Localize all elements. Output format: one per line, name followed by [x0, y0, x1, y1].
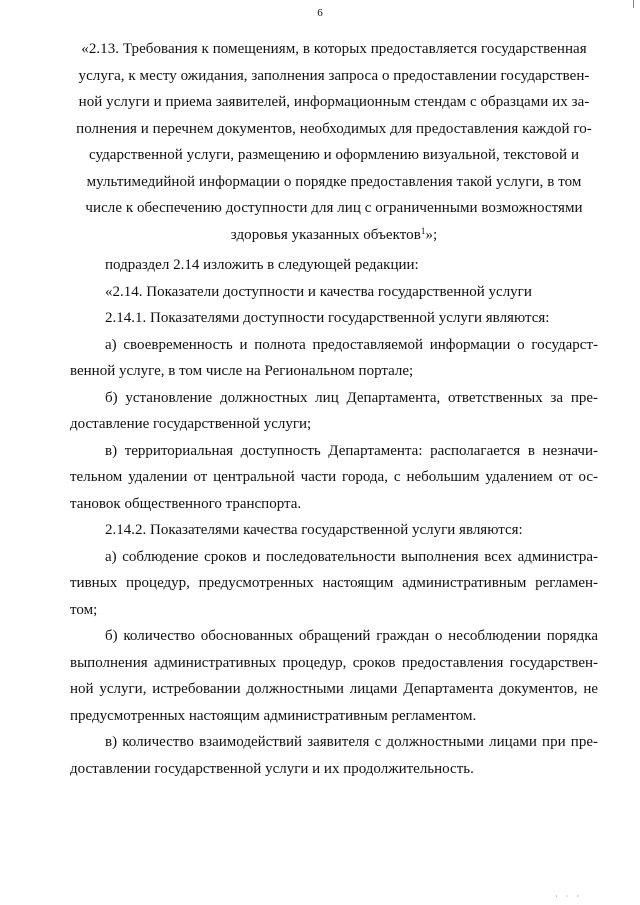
- paragraph-2-14-1-a: а) своевременность и полнота предоставляемой информации о государст-венной услуге, в том числе на Региональном портале;: [70, 336, 598, 379]
- paragraph-2-14-2-a: а) соблюдение сроков и последовательности выполнения всех администра-тивных процедур, предусмотренных настоящим административным регламен-том;: [70, 548, 598, 618]
- paragraph-2-14-2-v: в) количество взаимодействий заявителя с должностными лицами при пре-доставлении государственной услуги и их продолжительность.: [70, 734, 598, 777]
- footnote-marker: 1: [420, 225, 426, 236]
- paragraph-subsection-2-14-intro: подраздел 2.14 изложить в следующей редакции:: [105, 257, 419, 273]
- quote-line-tail: »;: [425, 226, 438, 243]
- quote-line: «2.13. Требования к помещениям, в которых предоставляется государственная: [81, 41, 587, 57]
- paragraph-2-14-2-b: б) количество обоснованных обращений граждан о несоблюдении порядка выполнения административных процедур, сроков предоставления государствен-ной услуги, истребовании должностными лицами Департамента документов, не предусмотренных настоящим административным регламентом.: [70, 628, 598, 724]
- paragraph-2-14-2: 2.14.2. Показателями качества государственной услуги являются:: [105, 522, 523, 538]
- quote-line: мультимедийной информации о порядке предоставления такой услуги, в том: [86, 173, 582, 190]
- quote-line: полнения и перечнем документов, необходимых для предоставления каждой го-: [76, 120, 592, 137]
- scan-footer-marks: · · ·: [555, 892, 582, 901]
- quote-line: сударственной услуги, размещению и оформлению визуальной, текстовой и: [88, 147, 580, 163]
- section-2-13-quote: [70, 36, 598, 248]
- quote-line-text: здоровья указанных объектов: [230, 226, 421, 243]
- paragraph-2-14-1-b: б) установление должностных лиц Департамента, ответственных за пре-доставление государственной услуги;: [70, 389, 598, 432]
- quote-line: числе к обеспечению доступности для лиц с ограниченными возможностями: [85, 200, 583, 216]
- document-body: [70, 36, 598, 782]
- quote-line: услуга, к месту ожидания, заполнения запроса о предоставлении государствен-: [78, 67, 590, 84]
- page-number: 6: [317, 7, 323, 19]
- paragraph-section-2-14-title: «2.14. Показатели доступности и качества государственной услуги: [105, 283, 532, 300]
- quote-line: ной услуги и приема заявителей, информационным стендам с образцами их за-: [78, 94, 590, 110]
- paragraph-2-14-1: 2.14.1. Показателями доступности государственной услуги являются:: [105, 310, 550, 326]
- paragraph-2-14-1-v: в) территориальная доступность Департамента: располагается в незначи-тельном удалении от центральной части города, с небольшим удалением от ос-тановок общественного транспорта.: [70, 442, 598, 512]
- quote-line-last: [70, 222, 598, 249]
